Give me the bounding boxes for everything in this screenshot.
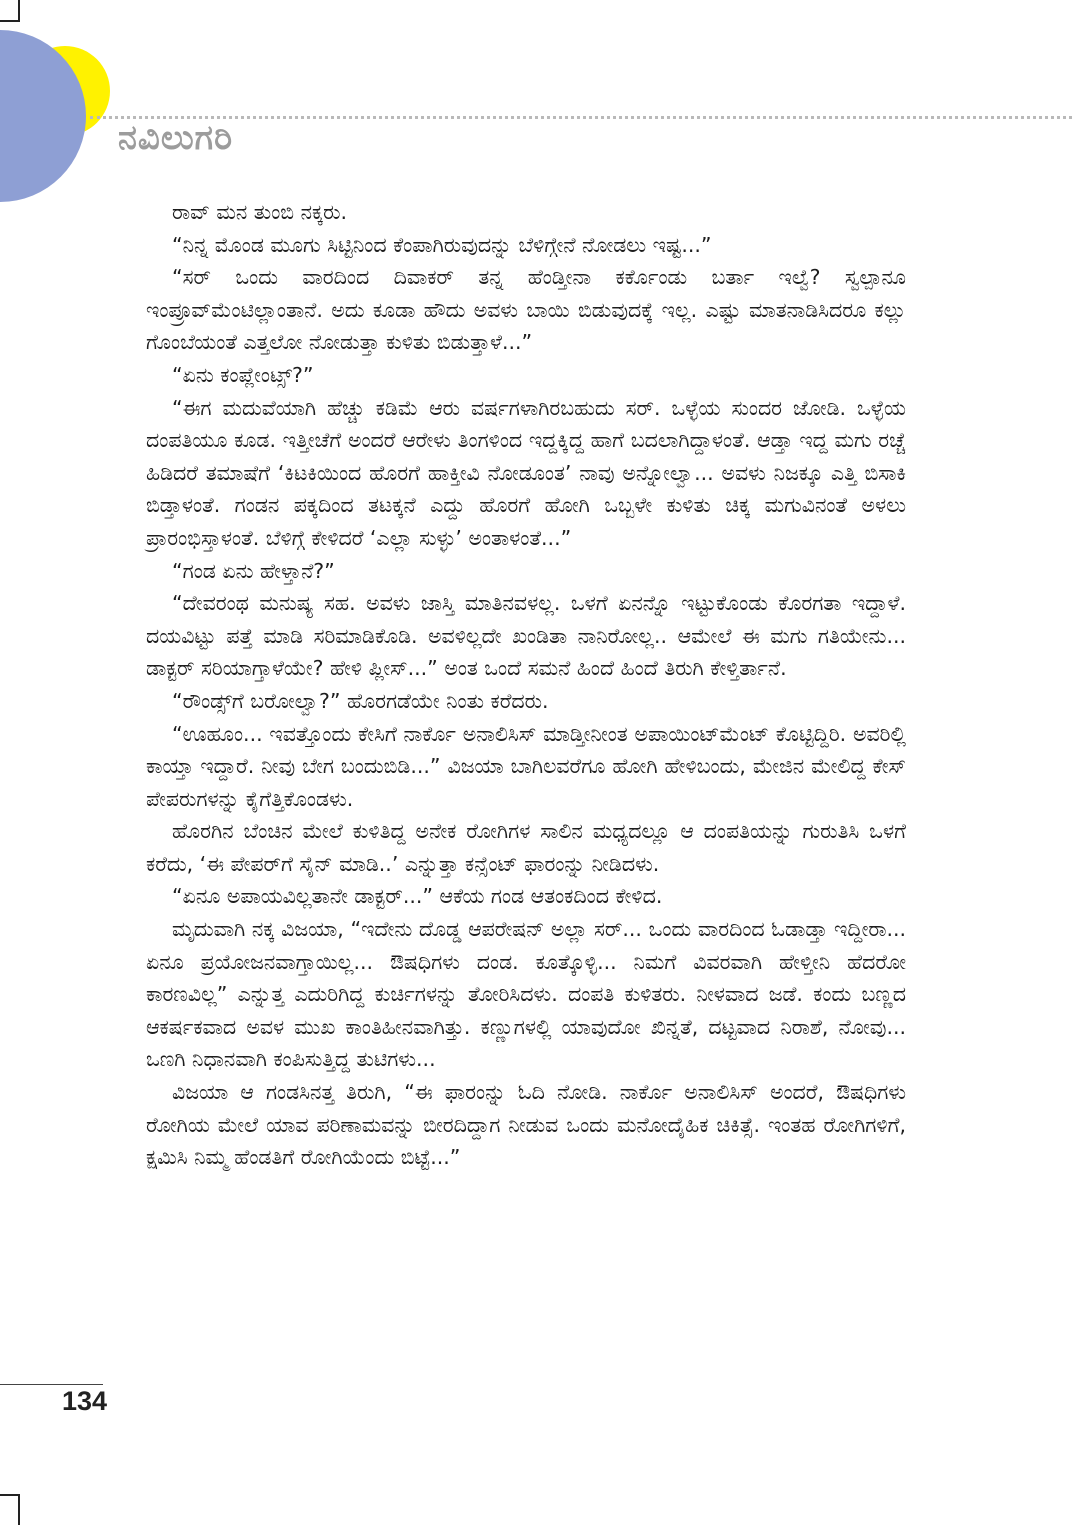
paragraph: “ಈಗ ಮದುವೆಯಾಗಿ ಹೆಚ್ಚು ಕಡಿಮೆ ಆರು ವರ್ಷಗಳಾಗಿರಬಹುದು ಸರ್. ಒಳ್ಳೆಯ ಸುಂದರ ಜೋಡಿ. ಒಳ್ಳೆಯ ದಂಪತಿಯೂ ಕೂಡ. ಇತ್ತೀಚೆಗೆ ಅಂದರೆ ಆರೇಳು ತಿಂಗಳಿಂದ ಇದ್ದಕ್ಕಿದ್ದ ಹಾಗೆ ಬದಲಾಗಿದ್ದಾಳಂತೆ. ಆಡ್ತಾ ಇದ್ದ ಮಗು ರಚ್ಚೆ ಹಿಡಿದರೆ ತಮಾಷೆಗೆ ‘ಕಿಟಕಿಯಿಂದ ಹೊರಗೆ ಹಾಕ್ತೀವಿ ನೋಡೂಂತ’ ನಾವು ಅನ್ನೋಲ್ವಾ... ಅವಳು ನಿಜಕ್ಕೂ ಎತ್ತಿ ಬಿಸಾಕಿ ಬಿಡ್ತಾಳಂತೆ. ಗಂಡನ ಪಕ್ಕದಿಂದ ತಟಕ್ಕನೆ ಎದ್ದು ಹೊರಗೆ ಹೋಗಿ ಒಬ್ಬಳೇ ಕುಳಿತು ಚಿಕ್ಕ ಮಗುವಿನಂತೆ ಅಳಲು ಪ್ರಾರಂಭಿಸ್ತಾಳಂತೆ. ಬೆಳಿಗ್ಗೆ ಕೇಳಿದರೆ ‘ಎಲ್ಲಾ ಸುಳ್ಳು’ ಅಂತಾಳಂತೆ...”	[146, 395, 906, 550]
page-number: 134	[62, 1386, 108, 1416]
crop-mark-top-left-vertical	[18, 0, 20, 22]
crop-mark-top-left-horizontal	[0, 20, 20, 22]
running-title: ನವಿಲುಗರಿ	[118, 118, 234, 158]
paragraph: “ಏನು ಕಂಪ್ಲೇಂಟ್ಸ್?”	[172, 362, 314, 387]
crop-mark-bottom-left-vertical	[18, 1494, 20, 1525]
paragraph: ರಾವ್ ಮನ ತುಂಬಿ ನಕ್ಕರು.	[172, 200, 348, 224]
paragraph: “ದೇವರಂಥ ಮನುಷ್ಯ ಸಹ. ಅವಳು ಜಾಸ್ತಿ ಮಾತಿನವಳಲ್ಲ. ಒಳಗೆ ಏನನ್ನೊ ಇಟ್ಟುಕೊಂಡು ಕೊರಗತಾ ಇದ್ದಾಳೆ. ದಯವಿಟ್ಟು ಪತ್ತೆ ಮಾಡಿ ಸರಿಮಾಡಿಕೊಡಿ. ಅವಳಿಲ್ಲದೇ ಖಂಡಿತಾ ನಾನಿರೋಲ್ಲ.. ಆಮೇಲೆ ಈ ಮಗು ಗತಿಯೇನು... ಡಾಕ್ಟರ್ ಸರಿಯಾಗ್ತಾಳೆಯೇ? ಹೇಳಿ ಪ್ಲೀಸ್...” ಅಂತ ಒಂದೆ ಸಮನೆ ಹಿಂದೆ ಹಿಂದೆ ತಿರುಗಿ ಕೇಳ್ತಿರ್ತಾನೆ.	[146, 591, 906, 681]
body-text	[146, 196, 906, 1174]
paragraph: ವಿಜಯಾ ಆ ಗಂಡಸಿನತ್ತ ತಿರುಗಿ, “ಈ ಫಾರಂನ್ನು ಓದಿ ನೋಡಿ. ನಾರ್ಕೊ ಅನಾಲಿಸಿಸ್ ಅಂದರೆ, ಔಷಧಿಗಳು ರೋಗಿಯ ಮೇಲೆ ಯಾವ ಪರಿಣಾಮವನ್ನು ಬೀರದಿದ್ದಾಗ ನೀಡುವ ಒಂದು ಮನೋದೈಹಿಕ ಚಿಕಿತ್ಸೆ. ಇಂತಹ ರೋಗಿಗಳಿಗೆ, ಕ್ಷಮಿಸಿ ನಿಮ್ಮ ಹೆಂಡತಿಗೆ ರೋಗಿಯೆಂದು ಬಿಟ್ಟೆ...”	[146, 1080, 906, 1170]
dotted-header-rule	[90, 116, 1072, 119]
paragraph: “ನಿನ್ನ ಮೊಂಡ ಮೂಗು ಸಿಟ್ಟಿನಿಂದ ಕೆಂಪಾಗಿರುವುದನ್ನು ಬೆಳಿಗ್ಗೇನೆ ನೋಡಲು ಇಷ್ಟ...”	[172, 232, 712, 257]
paragraph: ಹೊರಗಿನ ಬೆಂಚಿನ ಮೇಲೆ ಕುಳಿತಿದ್ದ ಅನೇಕ ರೋಗಿಗಳ ಸಾಲಿನ ಮಧ್ಯದಲ್ಲೂ ಆ ದಂಪತಿಯನ್ನು ಗುರುತಿಸಿ ಒಳಗೆ ಕರೆದು, ‘ಈ ಪೇಪರ್‌ಗೆ ಸೈನ್ ಮಾಡಿ..’ ಎನ್ನುತ್ತಾ ಕನ್ಸೆಂಟ್ ಫಾರಂನ್ನು ನೀಡಿದಳು.	[146, 819, 906, 876]
paragraph: “ಊಹೂಂ... ಇವತ್ತೊಂದು ಕೇಸಿಗೆ ನಾರ್ಕೊ ಅನಾಲಿಸಿಸ್ ಮಾಡ್ತೀನೀಂತ ಅಪಾಯಿಂಟ್‌ಮೆಂಟ್ ಕೊಟ್ಟಿದ್ದಿರಿ. ಅವರಿಲ್ಲಿ ಕಾಯ್ತಾ ಇದ್ದಾರೆ. ನೀವು ಬೇಗ ಬಂದುಬಿಡಿ...” ವಿಜಯಾ ಬಾಗಿಲವರೆಗೂ ಹೋಗಿ ಹೇಳಿಬಂದು, ಮೇಜಿನ ಮೇಲಿದ್ದ ಕೇಸ್ ಪೇಪರುಗಳನ್ನು ಕೈಗೆತ್ತಿಕೊಂಡಳು.	[146, 721, 906, 811]
paragraph: “ಸರ್ ಒಂದು ವಾರದಿಂದ ದಿವಾಕರ್ ತನ್ನ ಹೆಂಡ್ತೀನಾ ಕರ್ಕೊಂಡು ಬರ್ತಾ ಇಲ್ವೆ? ಸ್ವಲ್ಪಾನೂ ಇಂಪ್ರೂವ್‌ಮೆಂಟಿಲ್ಲಾಂತಾನೆ. ಅದು ಕೂಡಾ ಹೌದು ಅವಳು ಬಾಯಿ ಬಿಡುವುದಕ್ಕೆ ಇಲ್ಲ. ಎಷ್ಟು ಮಾತನಾಡಿಸಿದರೂ ಕಲ್ಲು ಗೊಂಬೆಯಂತೆ ಎತ್ತಲೋ ನೋಡುತ್ತಾ ಕುಳಿತು ಬಿಡುತ್ತಾಳೆ...”	[146, 265, 906, 355]
paragraph: “ರೌಂಡ್ಸ್‌ಗೆ ಬರೋಲ್ವಾ?” ಹೊರಗಡೆಯೇ ನಿಂತು ಕರೆದರು.	[172, 688, 549, 713]
footer-rule	[0, 1384, 103, 1385]
crop-mark-bottom-left-horizontal	[0, 1494, 20, 1496]
paragraph: ಮೃದುವಾಗಿ ನಕ್ಕ ವಿಜಯಾ, “ಇದೇನು ದೊಡ್ಡ ಆಪರೇಷನ್ ಅಲ್ಲಾ ಸರ್... ಒಂದು ವಾರದಿಂದ ಓಡಾಡ್ತಾ ಇದ್ದೀರಾ... ಏನೂ ಪ್ರಯೋಜನವಾಗ್ತಾಯಿಲ್ಲ... ಔಷಧಿಗಳು ದಂಡ. ಕೂತ್ಕೊಳ್ಳಿ... ನಿಮಗೆ ವಿವರವಾಗಿ ಹೇಳ್ತೀನಿ ಹೆದರೋ ಕಾರಣವಿಲ್ಲ” ಎನ್ನುತ್ತ ಎದುರಿಗಿದ್ದ ಕುರ್ಚಿಗಳನ್ನು ತೋರಿಸಿದಳು. ದಂಪತಿ ಕುಳಿತರು. ನೀಳವಾದ ಜಡೆ. ಕಂದು ಬಣ್ಣದ ಆಕರ್ಷಕವಾದ ಅವಳ ಮುಖ ಕಾಂತಿಹೀನವಾಗಿತ್ತು. ಕಣ್ಣುಗಳಲ್ಲಿ ಯಾವುದೋ ಖಿನ್ನತೆ, ದಟ್ಟವಾದ ನಿರಾಶೆ, ನೋವು... ಒಣಗಿ ನಿಧಾನವಾಗಿ ಕಂಪಿಸುತ್ತಿದ್ದ ತುಟಿಗಳು...	[146, 917, 906, 1072]
paragraph: “ಗಂಡ ಏನು ಹೇಳ್ತಾನೆ?”	[172, 558, 335, 583]
paragraph: “ಏನೂ ಅಪಾಯವಿಲ್ಲತಾನೇ ಡಾಕ್ಟರ್...” ಆಕೆಯ ಗಂಡ ಆತಂಕದಿಂದ ಕೇಳಿದ.	[172, 884, 663, 909]
